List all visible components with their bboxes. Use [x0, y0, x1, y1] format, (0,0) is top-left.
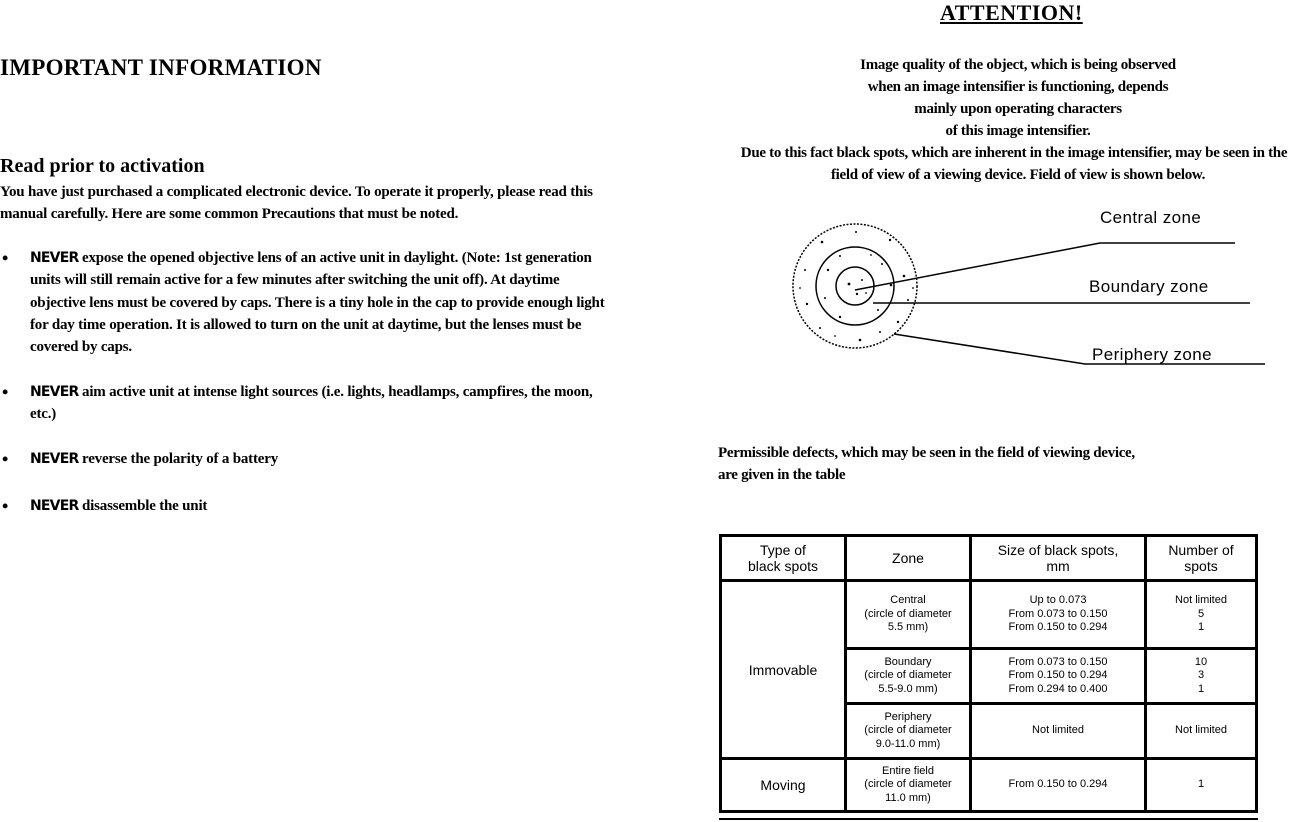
- notice-line: of this image intensifier.: [945, 123, 1091, 139]
- number-cell: 1: [1146, 759, 1257, 812]
- notice-line: field of view of a viewing device. Field of view is shown below.: [830, 167, 1206, 183]
- zone-cell: Periphery (circle of diameter 9.0-11.0 mm): [846, 704, 971, 759]
- precaution-text: expose the opened objective lens of an active unit in daylight. (Note: 1st generation units will still remain active for a few minutes after switching the unit off). At daytime objective lens must be covered by caps. There is a tiny hole in the cap to provide enough light for day time operation. It is allowed to turn on the unit at daytime, but the lenses must be covered by caps.: [30, 250, 605, 356]
- header-number: Number of spots: [1146, 536, 1257, 581]
- notice-line: mainly upon operating characters: [914, 101, 1122, 117]
- periphery-circle: [793, 224, 917, 348]
- size-cell: Not limited: [971, 704, 1146, 759]
- never-keyword: NEVER: [30, 498, 79, 514]
- central-zone-label: Central zone: [1100, 208, 1202, 227]
- permissible-line: Permissible defects, which may be seen in the field of viewing device,: [718, 445, 1135, 461]
- precaution-item: [0, 381, 606, 426]
- zone-cell: Central (circle of diameter 5.5 mm): [846, 581, 971, 649]
- bullet-icon: •: [2, 449, 9, 469]
- intro-paragraph: You have just purchased a complicated electronic device. To operate it properly, please read this manual carefully. Here are some common Precautions that must be noted.: [0, 184, 593, 222]
- number-cell: Not limited 5 1: [1146, 581, 1257, 649]
- section-heading: Read prior to activation: [0, 155, 205, 177]
- table-row: [721, 759, 1257, 812]
- zone-cell: Entire field (circle of diameter 11.0 mm): [846, 759, 971, 812]
- never-keyword: NEVER: [30, 451, 79, 467]
- never-keyword: NEVER: [30, 384, 79, 400]
- precaution-item: [0, 448, 606, 470]
- moving-cell: Moving: [721, 759, 846, 812]
- precaution-text: disassemble the unit: [78, 498, 208, 514]
- notice-line: Due to this fact black spots, which are inherent in the image intensifier, may be seen in the: [740, 145, 1288, 161]
- precaution-item: [0, 495, 606, 517]
- notice-paragraph: [718, 54, 1314, 186]
- table-row: [721, 581, 1257, 649]
- header-type: Type of black spots: [721, 536, 846, 581]
- notice-line: Image quality of the object, which is being observed: [860, 57, 1176, 73]
- size-cell: From 0.150 to 0.294: [971, 759, 1146, 812]
- notice-line: when an image intensifier is functioning, depends: [867, 79, 1169, 95]
- number-cell: 10 3 1: [1146, 649, 1257, 704]
- table-header-row: [721, 536, 1257, 581]
- periphery-zone-label: Periphery zone: [1092, 345, 1212, 364]
- attention-heading: ATTENTION!: [940, 0, 1083, 25]
- permissible-defects-text: [718, 442, 1258, 486]
- precaution-text: reverse the polarity of a battery: [78, 451, 278, 467]
- header-zone: Zone: [846, 536, 971, 581]
- immovable-cell: Immovable: [721, 581, 846, 759]
- page-title: IMPORTANT INFORMATION: [0, 55, 322, 80]
- field-circles: [793, 224, 917, 348]
- precaution-item: [0, 247, 606, 358]
- number-cell: Not limited: [1146, 704, 1257, 759]
- boundary-zone-label: Boundary zone: [1089, 277, 1209, 296]
- permissible-line: are given in the table: [718, 467, 846, 483]
- header-size: Size of black spots, mm: [971, 536, 1146, 581]
- bullet-icon: •: [2, 382, 9, 402]
- defects-table: [719, 534, 1258, 813]
- bullet-icon: •: [2, 248, 9, 268]
- never-keyword: NEVER: [30, 250, 79, 266]
- zone-cell: Boundary (circle of diameter 5.5-9.0 mm): [846, 649, 971, 704]
- central-circle: [836, 267, 874, 305]
- table-underline: [719, 818, 1258, 820]
- precaution-text: aim active unit at intense light sources (i.e. lights, headlamps, campfires, the moon, etc.): [30, 384, 593, 423]
- boundary-circle: [816, 247, 894, 325]
- size-cell: Up to 0.073 From 0.073 to 0.150 From 0.150 to 0.294: [971, 581, 1146, 649]
- size-cell: From 0.073 to 0.150 From 0.150 to 0.294 From 0.294 to 0.400: [971, 649, 1146, 704]
- bullet-icon: •: [2, 496, 9, 516]
